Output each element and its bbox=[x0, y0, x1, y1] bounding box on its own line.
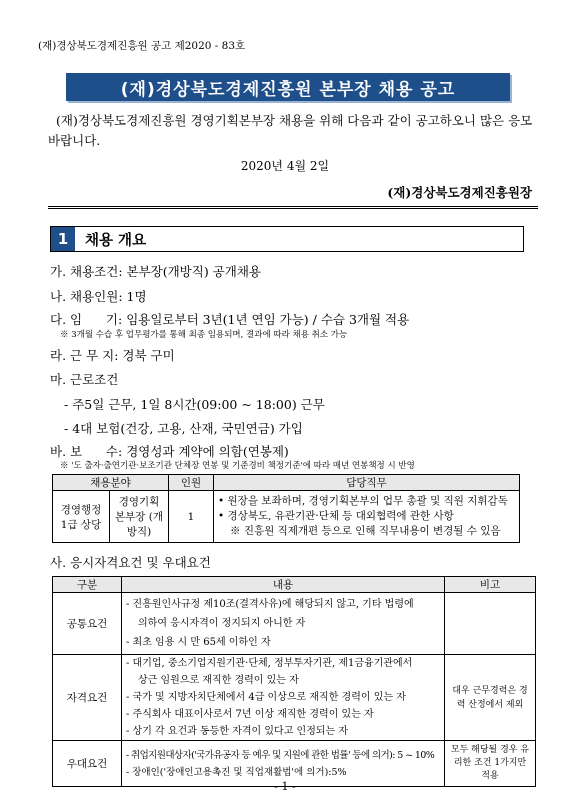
item-na: 나. 채용인원: 1명 bbox=[50, 289, 147, 304]
item-ga: 가. 채용조건: 본부장(개방직) 공개채용 bbox=[50, 264, 261, 279]
duty-line-3: ※ 진흥원 직제개편 등으로 인해 직무내용이 변경될 수 있음 bbox=[230, 525, 501, 537]
item-ba-note: ※ '도 출자·출연기관·보조기관 단체장 연봉 및 기준경비 책정기준'에 따라 매년 연봉책정 시 반영 bbox=[60, 461, 415, 471]
qual-line-1: - 대기업, 중소기업지원기관·단체, 정부투자기관, 제1금융기관에서 bbox=[126, 658, 413, 669]
common-line-3: - 최초 임용 시 만 65세 이하인 자 bbox=[126, 637, 271, 648]
th-content: 내용 bbox=[122, 577, 445, 593]
th-field: 채용분야 bbox=[53, 475, 169, 491]
item-ma-2: - 4대 보험(건강, 고용, 산재, 국민연금) 가입 bbox=[64, 421, 303, 436]
qual-line-5: - 상기 각 요건과 동등한 자격이 있다고 인정되는 자 bbox=[126, 726, 349, 737]
pref-line-2: - 장애인('장애인고용촉진 및 직업재활법'에 의거):5% bbox=[126, 766, 347, 778]
qual-remark: 대우 근무경력은 경력 산정에서 제외 bbox=[445, 655, 536, 741]
duty-line-2: • 경상북도, 유관기관·단체 등 대외협력에 관한 사항 bbox=[218, 510, 454, 522]
pref-line-1: - 취업지원대상자('국가유공자 등 예우 및 지원에 관한 법률' 등에 의거): 5 ~ 10% bbox=[126, 749, 435, 761]
item-ma: 마. 근로조건 bbox=[50, 372, 119, 387]
notice-number: (재)경상북도경제진흥원 공고 제2020 - 83호 bbox=[38, 40, 246, 52]
row-qual-label: 자격요건 bbox=[53, 655, 122, 741]
page-title-banner bbox=[66, 73, 510, 101]
qual-line-3: - 국가 및 지방자치단체에서 4급 이상으로 재직한 경력이 있는 자 bbox=[126, 692, 406, 703]
intro-paragraph: (재)경상북도경제진흥원 경영기획본부장 채용을 위해 다음과 같이 공고하오니 많은 응모 바랍니다. bbox=[48, 113, 533, 148]
item-da-note: ※ 3개월 수습 후 업무평가를 통해 최종 임용되며, 결과에 따라 채용 취소 가능 bbox=[60, 330, 348, 340]
th-remark: 비고 bbox=[445, 577, 536, 593]
row-common-label: 공통요건 bbox=[53, 593, 122, 655]
th-count: 인원 bbox=[169, 475, 214, 491]
field-position: 경영기획 본부장 (개방직) bbox=[110, 491, 169, 543]
requirements-table bbox=[52, 576, 536, 787]
page-number: - 1 - bbox=[274, 780, 296, 793]
item-sa: 사. 응시자격요건 및 우대요건 bbox=[50, 555, 211, 570]
field-grade: 경영행정 1급 상당 bbox=[53, 491, 110, 543]
common-remark bbox=[445, 593, 536, 655]
divider bbox=[48, 206, 538, 209]
section-number: 1 bbox=[51, 227, 75, 251]
section-title: 채용 개요 bbox=[85, 233, 147, 249]
qual-line-2: 상근 임원으로 재직한 경력이 있는 자 bbox=[138, 675, 299, 686]
th-duty: 담당직무 bbox=[214, 475, 520, 491]
field-count: 1 bbox=[169, 491, 214, 543]
signer: (재)경상북도경제진흥원장 bbox=[387, 185, 532, 200]
item-ra: 라. 근 무 지: 경북 구미 bbox=[50, 348, 175, 363]
item-da: 다. 임 기: 임용일로부터 3년(1년 연임 가능) / 수습 3개월 적용 bbox=[50, 312, 410, 327]
section-header bbox=[50, 226, 524, 252]
qual-line-4: - 주식회사 대표이사로서 7년 이상 재직한 경력이 있는 자 bbox=[126, 709, 374, 720]
th-category: 구분 bbox=[53, 577, 122, 593]
duty-line-1: • 원장을 보좌하며, 경영기획본부의 업무 총괄 및 직원 지휘감독 bbox=[218, 495, 508, 507]
notice-date: 2020년 4월 2일 bbox=[240, 159, 330, 173]
row-pref-label: 우대요건 bbox=[53, 741, 122, 787]
item-ma-1: - 주5일 근무, 1일 8시간(09:00 ~ 18:00) 근무 bbox=[64, 397, 325, 412]
pref-remark: 모두 해당될 경우 유리한 조건 1가지만 적용 bbox=[445, 741, 536, 787]
item-ba: 바. 보 수: 경영성과 계약에 의함(연봉제) bbox=[50, 444, 289, 459]
common-line-2: 의하여 응시자격이 정지되지 아니한 자 bbox=[138, 618, 306, 629]
page-title: (재)경상북도경제진흥원 본부장 채용 공고 bbox=[120, 79, 456, 100]
common-line-1: - 진흥원인사규정 제10조(결격사유)에 해당되지 않고, 기타 법령에 bbox=[126, 599, 414, 610]
recruitment-table bbox=[52, 474, 520, 543]
